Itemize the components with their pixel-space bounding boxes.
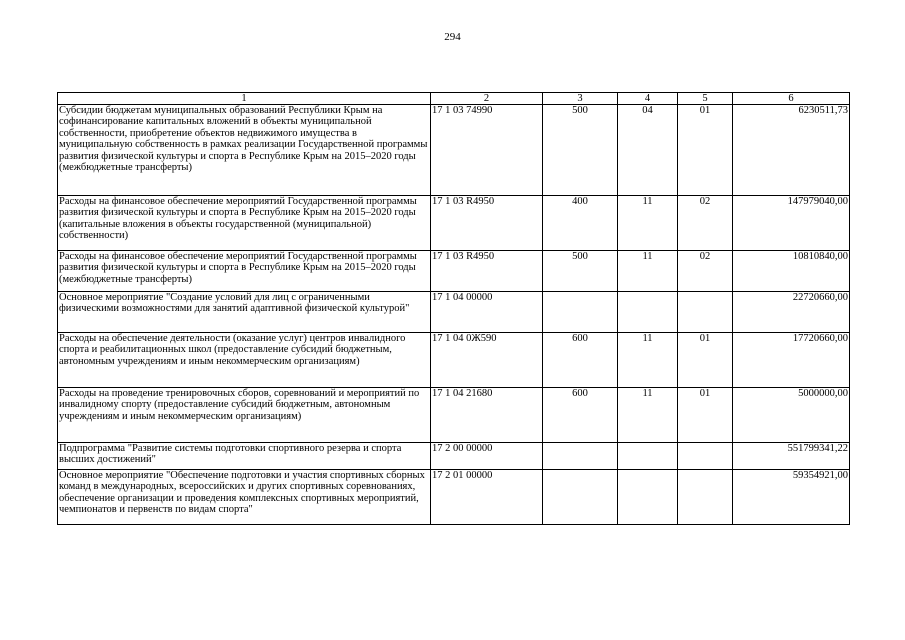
row-vr: 500 — [543, 251, 618, 292]
row-amount: 551799341,22 — [733, 443, 850, 470]
header-cell-3: 3 — [543, 93, 618, 105]
table-row — [58, 388, 850, 443]
row-vr: 500 — [543, 105, 618, 196]
header-cell-2: 2 — [431, 93, 543, 105]
row-vr — [543, 470, 618, 525]
row-name: Расходы на проведение тренировочных сборов, соревнований и мероприятий по инвалидному спорту (предоставление субсидий бюджетным, автономным учреждениям и иным некоммерческим организациям) — [58, 388, 431, 443]
row-code: 17 1 04 00000 — [431, 292, 543, 333]
table-row — [58, 470, 850, 525]
row-pr — [678, 292, 733, 333]
row-name: Расходы на обеспечение деятельности (оказание услуг) центров инвалидного спорта и реабилитационных школ (предоставление субсидий бюджетным, автономным учреждениям и иным некоммерческим организациям) — [58, 333, 431, 388]
table-row — [58, 196, 850, 251]
table-row — [58, 251, 850, 292]
row-rz: 11 — [618, 251, 678, 292]
row-code: 17 1 03 R4950 — [431, 251, 543, 292]
page-number: 294 — [444, 31, 461, 43]
row-name: Основное мероприятие "Обеспечение подготовки и участия спортивных сборных команд в международных, всероссийских и других спортивных соревнованиях, обеспечение организации и проведения комплексных спортивных мероприятий, чемпионатов и первенств по видам спорта" — [58, 470, 431, 525]
row-vr: 600 — [543, 333, 618, 388]
row-code: 17 2 01 00000 — [431, 470, 543, 525]
row-code: 17 1 04 0Ж590 — [431, 333, 543, 388]
row-amount: 59354921,00 — [733, 470, 850, 525]
row-pr: 02 — [678, 196, 733, 251]
table-row — [58, 443, 850, 470]
row-rz: 04 — [618, 105, 678, 196]
table-header-row — [58, 93, 850, 105]
row-pr: 02 — [678, 251, 733, 292]
row-vr: 400 — [543, 196, 618, 251]
table-row — [58, 105, 850, 196]
row-rz — [618, 292, 678, 333]
row-amount: 6230511,73 — [733, 105, 850, 196]
row-name: Подпрограмма "Развитие системы подготовки спортивного резерва и спорта высших достижений" — [58, 443, 431, 470]
row-amount: 22720660,00 — [733, 292, 850, 333]
row-rz — [618, 443, 678, 470]
header-cell-4: 4 — [618, 93, 678, 105]
row-name: Расходы на финансовое обеспечение мероприятий Государственной программы развития физической культуры и спорта в Республике Крым на 2015–2020 годы (капитальные вложения в объекты государственной (муниципальной) собственности) — [58, 196, 431, 251]
header-cell-5: 5 — [678, 93, 733, 105]
row-amount: 17720660,00 — [733, 333, 850, 388]
row-pr: 01 — [678, 105, 733, 196]
table-row — [58, 292, 850, 333]
row-code: 17 1 03 74990 — [431, 105, 543, 196]
row-amount: 10810840,00 — [733, 251, 850, 292]
header-cell-6: 6 — [733, 93, 850, 105]
table-row — [58, 333, 850, 388]
row-vr — [543, 443, 618, 470]
row-rz: 11 — [618, 196, 678, 251]
row-rz: 11 — [618, 388, 678, 443]
row-rz: 11 — [618, 333, 678, 388]
row-rz — [618, 470, 678, 525]
row-code: 17 1 03 R4950 — [431, 196, 543, 251]
row-name: Основное мероприятие "Создание условий для лиц с ограниченными физическими возможностями для занятий адаптивной физической культурой" — [58, 292, 431, 333]
row-pr: 01 — [678, 388, 733, 443]
row-pr — [678, 470, 733, 525]
budget-table — [57, 92, 850, 525]
row-pr: 01 — [678, 333, 733, 388]
row-name: Субсидии бюджетам муниципальных образований Республики Крым на софинансирование капитальных вложений в объекты муниципальной собственности, приобретение объектов недвижимого имущества в муниципальную собственность в рамках реализации Государственной программы развития физической культуры и спорта в Республике Крым на 2015–2020 годы (межбюджетные трансферты) — [58, 105, 431, 196]
row-code: 17 1 04 21680 — [431, 388, 543, 443]
row-amount: 147979040,00 — [733, 196, 850, 251]
row-vr — [543, 292, 618, 333]
row-vr: 600 — [543, 388, 618, 443]
row-code: 17 2 00 00000 — [431, 443, 543, 470]
row-amount: 5000000,00 — [733, 388, 850, 443]
header-cell-1: 1 — [58, 93, 431, 105]
row-pr — [678, 443, 733, 470]
row-name: Расходы на финансовое обеспечение мероприятий Государственной программы развития физической культуры и спорта в Республике Крым на 2015–2020 годы (межбюджетные трансферты) — [58, 251, 431, 292]
